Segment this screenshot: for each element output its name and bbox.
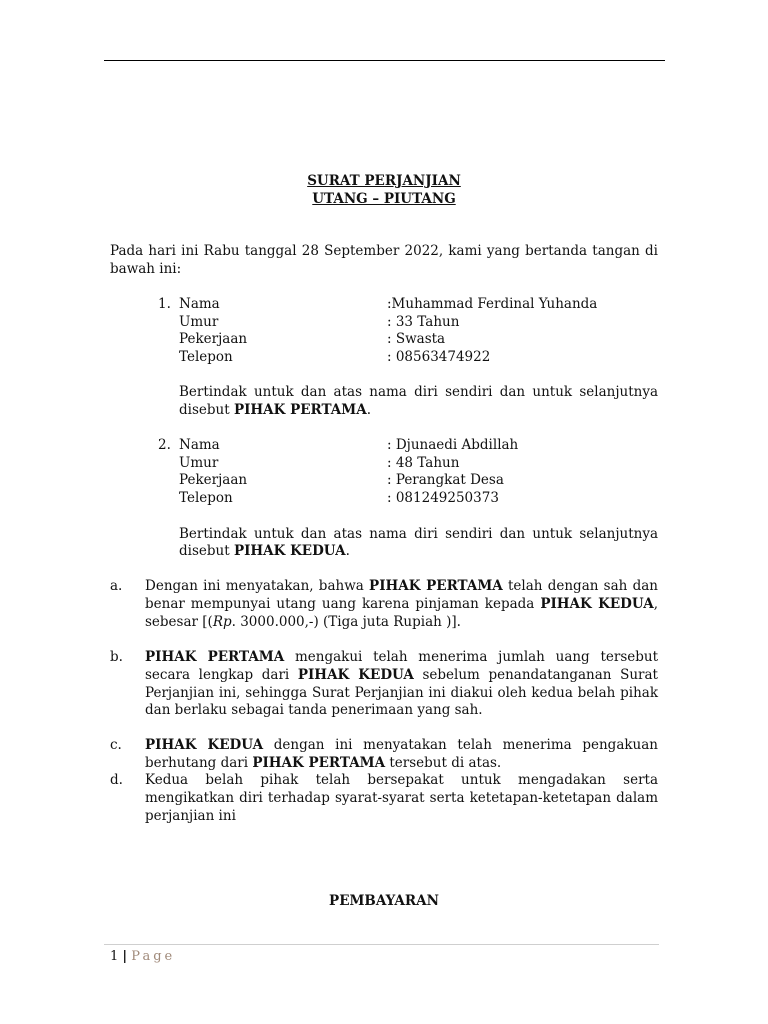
party-1-name-value: :Muhammad Ferdinal Yuhanda bbox=[387, 296, 598, 312]
party-1-number: 1. bbox=[158, 296, 171, 312]
party-2-number: 2. bbox=[158, 437, 171, 453]
clause-c-line-2 bbox=[145, 755, 501, 773]
party-2-name-label: Nama bbox=[179, 437, 220, 453]
clause-a-l2-text: benar mempunyai utang uang karena pinjaman kepada bbox=[145, 596, 541, 612]
clause-b-l2-bold: PIHAK KEDUA bbox=[297, 667, 414, 683]
page-label: Page bbox=[131, 949, 176, 964]
intro-line-1: Pada hari ini Rabu tanggal 28 September 2022, kami yang bertanda tangan di bbox=[110, 243, 658, 259]
party-2-statement-prefix: disebut bbox=[179, 543, 234, 559]
clause-b-l2-text: secara lengkap dari bbox=[145, 667, 298, 683]
party-1-age-value: : 33 Tahun bbox=[387, 314, 460, 330]
clause-b-line-1 bbox=[145, 649, 658, 667]
clause-b-marker: b. bbox=[110, 649, 123, 665]
footer-rule bbox=[104, 944, 659, 945]
party-1-role: PIHAK PERTAMA bbox=[233, 402, 367, 418]
party-2-statement-line-1: Bertindak untuk dan atas nama diri sendiri dan untuk selanjutnya bbox=[179, 526, 658, 542]
clause-c-l1-bold: PIHAK KEDUA bbox=[145, 737, 264, 753]
clause-a-line-1 bbox=[145, 578, 658, 596]
party-2-statement-line-2 bbox=[179, 543, 350, 561]
party-1-age-label: Umur bbox=[179, 314, 219, 330]
party-2-statement-suffix: . bbox=[345, 543, 350, 559]
clause-b-line-3: Perjanjian ini, sehingga Surat Perjanjian ini diakui oleh kedua belah pihak bbox=[145, 685, 658, 701]
party-1-statement-prefix: disebut bbox=[179, 402, 234, 418]
clause-b-l1-bold: PIHAK PERTAMA bbox=[145, 649, 285, 665]
clause-a-l3-text: sebesar [( bbox=[145, 614, 213, 630]
party-2-role: PIHAK KEDUA bbox=[233, 543, 346, 559]
party-2-name-value: : Djunaedi Abdillah bbox=[387, 437, 519, 453]
clause-a-line-3 bbox=[145, 614, 461, 632]
clause-b-l1-text: mengakui telah menerima jumlah uang tersebut bbox=[284, 649, 658, 665]
page-number: 1 bbox=[110, 949, 119, 964]
clause-b-line-4: dan berlaku sebagai tanda penerimaan yang sah. bbox=[145, 702, 483, 718]
party-2-job-label: Pekerjaan bbox=[179, 472, 248, 488]
clause-c-marker: c. bbox=[110, 737, 122, 753]
party-1-statement-suffix: . bbox=[366, 402, 371, 418]
header-rule bbox=[104, 60, 665, 61]
clause-b-l2-post: sebelum penandatanganan Surat bbox=[413, 667, 658, 683]
clause-a-line-2 bbox=[145, 596, 658, 614]
clause-a-l2-bold: PIHAK KEDUA bbox=[540, 596, 654, 612]
clause-b-line-2 bbox=[145, 667, 658, 685]
clause-a-l1-bold: PIHAK PERTAMA bbox=[369, 578, 503, 594]
document-title-line-1: SURAT PERJANJIAN bbox=[307, 173, 461, 189]
clause-d-marker: d. bbox=[110, 772, 123, 788]
clause-a-l1-post: telah dengan sah dan bbox=[502, 578, 658, 594]
footer-separator: | bbox=[122, 949, 128, 964]
party-1-job-label: Pekerjaan bbox=[179, 331, 248, 347]
party-1-name-label: Nama bbox=[179, 296, 220, 312]
intro-line-2: bawah ini: bbox=[110, 261, 182, 277]
clause-a-l3-post: . 3000.000,-) (Tiga juta Rupiah )]. bbox=[231, 614, 461, 630]
party-1-job-value: : Swasta bbox=[387, 331, 446, 347]
clause-c-l2-post: tersebut di atas. bbox=[385, 755, 502, 771]
party-2-age-value: : 48 Tahun bbox=[387, 455, 460, 471]
section-heading-pembayaran: PEMBAYARAN bbox=[329, 893, 439, 909]
party-1-statement-line-1: Bertindak untuk dan atas nama diri sendiri dan untuk selanjutnya bbox=[179, 384, 658, 400]
party-1-phone-label: Telepon bbox=[179, 349, 233, 365]
clause-c-l1-text: dengan ini menyatakan telah menerima pengakuan bbox=[263, 737, 658, 753]
clause-c-l2-text: berhutang dari bbox=[145, 755, 253, 771]
party-2-phone-value: : 081249250373 bbox=[387, 490, 499, 506]
clause-c-line-1 bbox=[145, 737, 658, 755]
clause-c-l2-bold: PIHAK PERTAMA bbox=[252, 755, 386, 771]
party-1-statement-line-2 bbox=[179, 402, 371, 420]
party-1-phone-value: : 08563474922 bbox=[387, 349, 491, 365]
clause-d-line-2: mengikatkan diri terhadap syarat-syarat serta ketetapan-ketetapan dalam bbox=[145, 790, 658, 806]
clause-d-line-1: Kedua belah pihak telah bersepakat untuk mengadakan serta bbox=[145, 772, 658, 788]
party-2-age-label: Umur bbox=[179, 455, 219, 471]
clause-a-l1-text: Dengan ini menyatakan, bahwa bbox=[145, 578, 370, 594]
page-footer bbox=[110, 948, 175, 966]
party-2-job-value: : Perangkat Desa bbox=[387, 472, 504, 488]
clause-a-l2-post: , bbox=[653, 596, 658, 612]
clause-a-l3-italic: Rp bbox=[212, 614, 232, 630]
party-2-phone-label: Telepon bbox=[179, 490, 233, 506]
clause-a-marker: a. bbox=[110, 578, 123, 594]
clause-d-line-3: perjanjian ini bbox=[145, 808, 236, 824]
document-title-line-2: UTANG – PIUTANG bbox=[312, 191, 456, 207]
